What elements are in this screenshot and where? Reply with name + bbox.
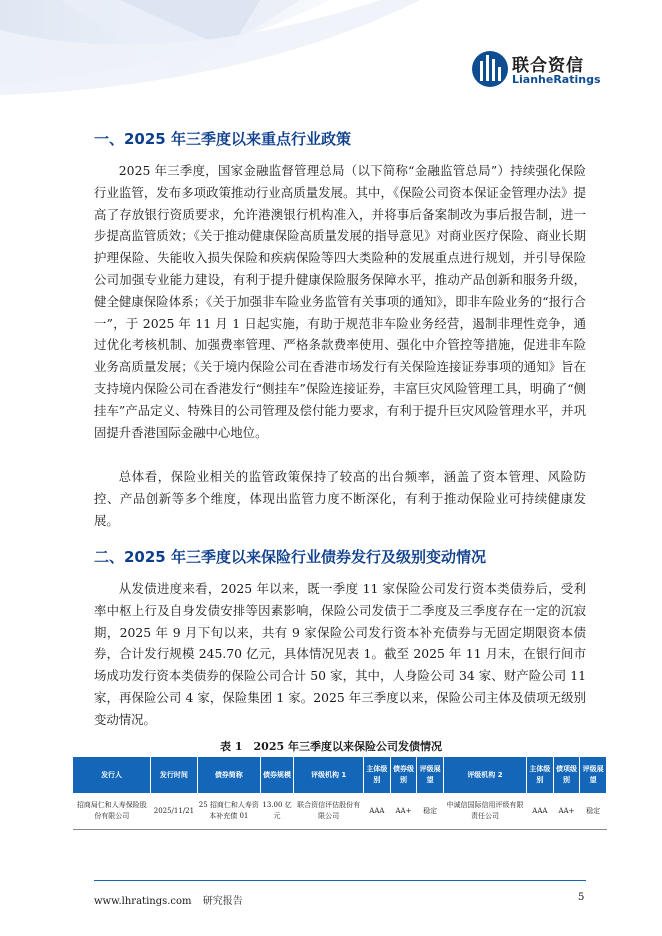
header-bond-rating-1: 债券级别 bbox=[390, 757, 417, 793]
header-outlook-2: 评级展望 bbox=[580, 757, 607, 793]
cell-outlook-2: 稳定 bbox=[580, 793, 607, 830]
section-1-paragraph-1: 2025 年三季度，国家金融监督管理总局（以下简称“金融监管总局”）持续强化保险行业监管，发布多项政策推动行业高质量发展。其中，《保险公司资本保证金管理办法》提高了存放银行资质要求，允许港澳银行机构准入，并将事后备案制改为事后报告制，进一步提高监管质效；《关于推动健康保险高质量发展的指导意见》对商业医疗保险、商业长期护理保险、失能收入损失保险和疾病保险等四大类险种的发展重点进行规划，并引导保险公司加强专业能力建设，有利于提升健康保险服务保障水平，推动产品创新和服务升级，健全健康保险体系；《关于加强非车险业务监管有关事项的通知》，即非车险业务的“报行合一”，于 2025 年 11 月 1 日起实施，有助于规范非车险业务经营，遏制非理性竞争，通过优化考核机制、加强费率管理、严格条款费率使用、强化中介管控等措施，促进非车险业务高质量发展；《关于境内保险公司在香港市场发行有关保险连接证券事项的通知》旨在支持境内保险公司在香港发行“侧挂车”保险连接证券，丰富巨灾风险管理工具，明确了“侧挂车”产品定义、特殊目的公司管理及偿付能力要求，有利于提升巨灾风险管理水平，并巩固提升香港国际金融中心地位。 bbox=[94, 163, 586, 440]
header-bond-short-name: 债券简称 bbox=[197, 757, 260, 793]
cell-rating-agency-1: 联合资信评估股份有限公司 bbox=[294, 793, 364, 830]
page-number: 5 bbox=[578, 892, 585, 903]
header-issuer: 发行人 bbox=[73, 757, 151, 793]
header-rating-agency-1: 评级机构 1 bbox=[294, 757, 364, 793]
footer-info bbox=[94, 892, 251, 907]
bond-issuance-table bbox=[73, 757, 607, 830]
cell-outlook-1: 稳定 bbox=[417, 793, 444, 830]
cell-issuer: 招商局仁和人寿保险股份有限公司 bbox=[73, 793, 151, 830]
table-1-caption: 表 1 2025 年三季度以来保险公司发债情况 bbox=[220, 740, 442, 753]
footer-doc-type: 研究报告 bbox=[202, 896, 243, 907]
footer-divider bbox=[94, 880, 586, 881]
cell-issuer-rating-1: AAA bbox=[364, 793, 391, 830]
cell-issuer-rating-2: AAA bbox=[527, 793, 554, 830]
header-issue-date: 发行时间 bbox=[151, 757, 198, 793]
header-bond-size: 债券规模 bbox=[260, 757, 293, 793]
logo-name-cn: 联合资信 bbox=[512, 56, 584, 76]
cell-bond-short-name: 25 招商仁和人寿资本补充债 01 bbox=[197, 793, 260, 830]
header-issuer-rating-1: 主体级别 bbox=[364, 757, 391, 793]
cell-bond-rating-1: AA+ bbox=[390, 793, 417, 830]
table-header-row bbox=[73, 757, 607, 793]
footer-website-link[interactable]: www.lhratings.com bbox=[94, 896, 192, 907]
header-issuer-rating-2: 主体级别 bbox=[527, 757, 554, 793]
section-1-title: 一、2025 年三季度以来重点行业政策 bbox=[94, 130, 351, 148]
table-row bbox=[73, 793, 607, 830]
section-2-title: 二、2025 年三季度以来保险行业债券发行及级别变动情况 bbox=[94, 548, 486, 566]
header-rating-agency-2: 评级机构 2 bbox=[443, 757, 526, 793]
section-2-paragraph-1: 从发债进度来看，2025 年以来，既一季度 11 家保险公司发行资本类债券后，受利率中枢上行及自身发债安排等因素影响，保险公司发债于二季度及三季度存在一定的沉寂期，2025 年 9 月下旬以来，共有 9 家保险公司发行资本补充债券与无固定期限资本债券，合计发行规模 245.70 亿元，具体情况见表 1。截至 2025 年 11 月末，在银行间市场成功发行资本类债券的保险公司合计 50 家，其中，人身险公司 34 家、财产险公司 11 家，再保险公司 4 家，保险集团 1 家。2025 年三季度以来，保险公司主体及债项无级别变动情况。 bbox=[94, 581, 586, 727]
header-outlook-1: 评级展望 bbox=[417, 757, 444, 793]
section-1-paragraph-2: 总体看，保险业相关的监管政策保持了较高的出台频率，涵盖了资本管理、风险防控、产品创新等多个维度，体现出监管力度不断深化，有利于推动保险业可持续健康发展。 bbox=[94, 469, 586, 528]
cell-issue-date: 2025/11/21 bbox=[151, 793, 198, 830]
logo-name-en: LianheRatings bbox=[512, 73, 601, 86]
cell-rating-agency-2: 中诚信国际信用评级有限责任公司 bbox=[443, 793, 526, 830]
cell-bond-size: 13.00 亿元 bbox=[260, 793, 293, 830]
logo-mark-icon bbox=[472, 51, 508, 87]
company-logo bbox=[470, 50, 630, 90]
cell-bond-rating-2: AA+ bbox=[553, 793, 580, 830]
header-bond-rating-2: 债项级别 bbox=[553, 757, 580, 793]
